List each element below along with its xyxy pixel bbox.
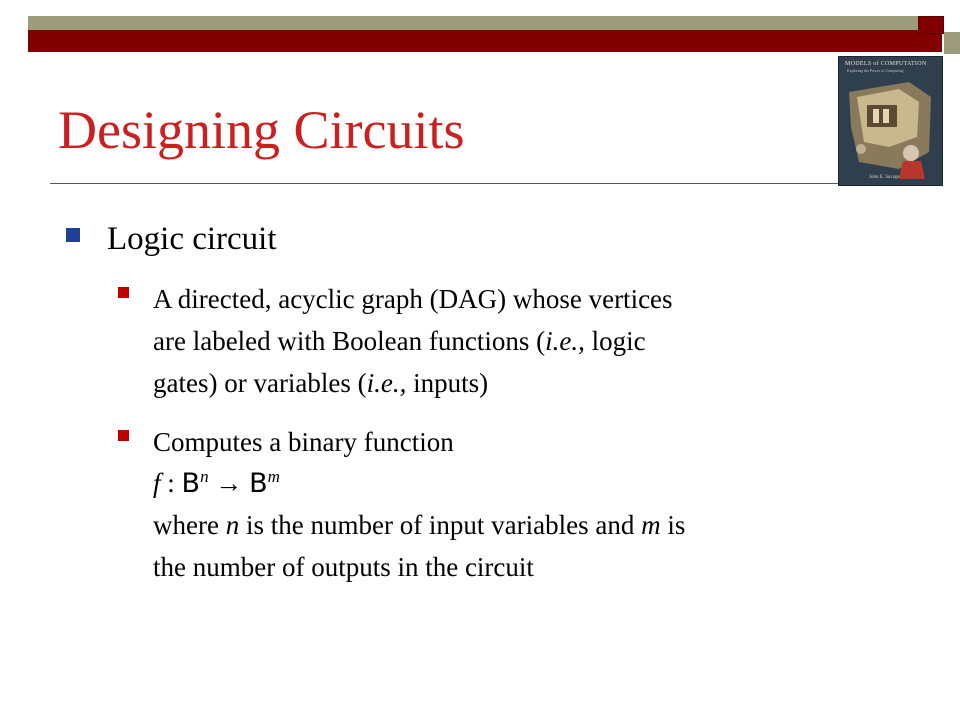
formula-f: f (153, 468, 161, 498)
text-line: Computes a binary function (153, 427, 454, 457)
top-bar-corner-square (918, 16, 944, 34)
book-cover-subtitle: Exploring the Power of Computing (847, 68, 904, 73)
level2-text-binary-function (153, 421, 888, 588)
text-fragment: is (660, 510, 686, 540)
formula-boolean-set: B (181, 468, 201, 499)
formula-arrow: → (208, 468, 250, 498)
italic-m: m (641, 510, 661, 540)
slide-title: Designing Circuits (58, 100, 465, 160)
italic-n: n (225, 510, 240, 540)
book-cover-author: John E. Savage (869, 175, 900, 180)
italic-ie: i.e., (545, 326, 585, 356)
book-cover-image (838, 56, 943, 186)
top-bar-olive-stripe (28, 16, 942, 30)
text-fragment: gates) or variables ( (153, 368, 367, 398)
level1-item (66, 220, 277, 260)
top-bar-maroon-stripe (28, 30, 942, 52)
square-bullet-icon (118, 287, 129, 298)
text-fragment: are labeled with Boolean functions ( (153, 326, 546, 356)
level2-text-dag (153, 278, 888, 404)
italic-ie: i.e., (366, 368, 407, 398)
text-line (153, 320, 888, 362)
square-bullet-icon (118, 430, 129, 441)
text-fragment: inputs) (406, 368, 489, 398)
function-formula (153, 463, 888, 504)
text-line: A directed, acyclic graph (DAG) whose vertices (153, 284, 673, 314)
title-underline (50, 183, 845, 184)
level1-text: Logic circuit (107, 221, 277, 257)
book-cover-title: MODELS of COMPUTATION (845, 61, 927, 67)
text-fragment: logic (584, 326, 646, 356)
level2-item-binary-function (118, 421, 888, 588)
text-fragment: is the number of input variables and (239, 510, 642, 540)
text-line (153, 362, 888, 404)
square-bullet-icon (66, 228, 80, 242)
formula-exponent-n: n (200, 467, 209, 486)
formula-exponent-m: m (267, 467, 280, 486)
level2-item-dag (118, 278, 888, 404)
formula-colon: : (160, 468, 182, 498)
text-line (153, 504, 888, 546)
text-fragment: where (153, 510, 226, 540)
formula-boolean-set: B (249, 468, 268, 499)
top-decorative-bar (28, 16, 942, 56)
text-line: the number of outputs in the circuit (153, 552, 534, 582)
top-bar-corner-square-olive (944, 32, 960, 54)
